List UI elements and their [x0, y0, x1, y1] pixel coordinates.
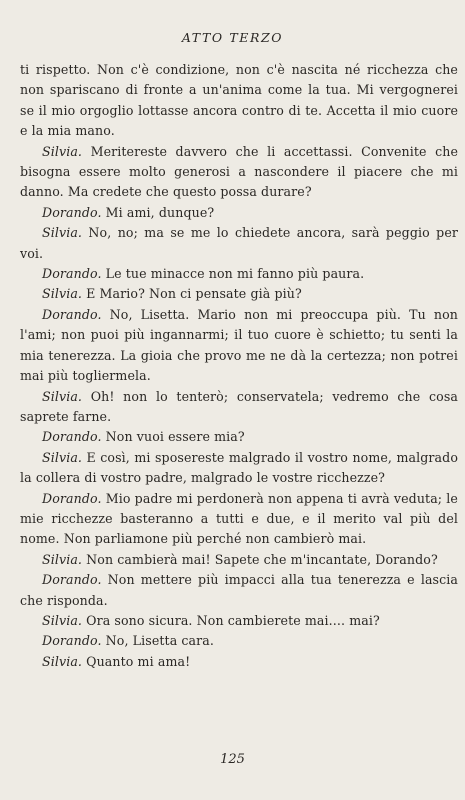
speaker-name: Dorando. — [42, 572, 102, 588]
speaker-name: Silvia. — [42, 449, 83, 465]
speaker-name: Dorando. — [42, 306, 102, 322]
speech-text: Mi ami, dunque? — [105, 204, 215, 220]
page-number: 125 — [220, 752, 245, 767]
speech-text: Oh! non lo tenterò; conservatela; vedremo che cosa saprete farne. — [20, 388, 458, 424]
speech-text: Le tue minacce non mi fanno più paura. — [105, 266, 365, 282]
speaker-name: Dorando. — [42, 429, 102, 445]
speaker-name: Dorando. — [42, 266, 102, 282]
opening-paragraph: ti rispetto. Non c'è condizione, non c'è nascita né ricchezza che non spariscano di fronte a un'anima come la tua. Mi vergognerei se il mio orgoglio lottasse ancora contro di te. Accetta il mio cuore e la mia mano. — [20, 62, 458, 139]
speech-text: E Mario? Non ci pensate già più? — [86, 286, 302, 302]
speaker-name: Silvia. — [42, 612, 83, 628]
speaker-name: Silvia. — [42, 225, 83, 241]
dialogue-line — [20, 223, 458, 264]
speaker-name: Silvia. — [42, 653, 83, 669]
dialogue — [20, 142, 458, 673]
speech-text: No, Lisetta. Mario non mi preoccupa più. Tu non l'ami; non puoi più ingannarmi; il tuo cuore è schietto; tu senti la mia tenerezza. La gioia che provo me ne dà la certezza; non potrei mai più togliermela. — [20, 306, 459, 384]
dialogue-line — [20, 631, 458, 651]
speaker-name: Silvia. — [42, 551, 83, 567]
speaker-name: Silvia. — [42, 388, 83, 404]
dialogue-line — [20, 611, 458, 631]
dialogue-line — [20, 264, 458, 284]
dialogue-line — [20, 489, 458, 550]
speech-text: No, no; ma se me lo chiedete ancora, sarà peggio per voi. — [20, 225, 458, 261]
body-text — [20, 60, 458, 672]
dialogue-line — [20, 448, 458, 489]
speaker-name: Dorando. — [42, 490, 102, 506]
speech-text: Non vuoi essere mia? — [105, 429, 245, 445]
speech-text: E così, mi sposereste malgrado il vostro nome, malgrado la collera di vostro padre, malgrado le vostre ricchezze? — [20, 449, 459, 486]
speech-text: No, Lisetta cara. — [105, 633, 214, 649]
speaker-name: Dorando. — [42, 204, 102, 220]
dialogue-line — [20, 570, 458, 611]
running-header: ATTO TERZO — [181, 30, 284, 45]
speech-text: Meritereste davvero che li accettassi. Convenite che bisogna essere molto generosi a nascondere il piacere che mi danno. Ma credete che questo possa durare? — [20, 143, 458, 200]
dialogue-line — [20, 305, 458, 387]
dialogue-line — [20, 284, 458, 304]
speech-text: Quanto mi ama! — [86, 653, 191, 669]
speech-text: Mio padre mi perdonerà non appena ti avrà veduta; le mie ricchezze basteranno a tutti e due, e il merito val più del nome. Non parliamone più perché non cambierò mai. — [20, 490, 458, 547]
dialogue-line — [20, 652, 458, 672]
speech-text: Non mettere più impacci alla tua tenerezza e lascia che risponda. — [20, 572, 459, 608]
dialogue-line — [20, 387, 458, 428]
dialogue-line — [20, 427, 458, 447]
dialogue-line — [20, 203, 458, 223]
speaker-name: Dorando. — [42, 633, 102, 649]
speech-text: Non cambierà mai! Sapete che m'incantate, Dorando? — [86, 551, 438, 567]
speech-text: Ora sono sicura. Non cambierete mai.... mai? — [86, 612, 380, 628]
speaker-name: Silvia. — [42, 286, 83, 302]
dialogue-line — [20, 550, 458, 570]
dialogue-line — [20, 142, 458, 203]
speaker-name: Silvia. — [42, 143, 83, 159]
